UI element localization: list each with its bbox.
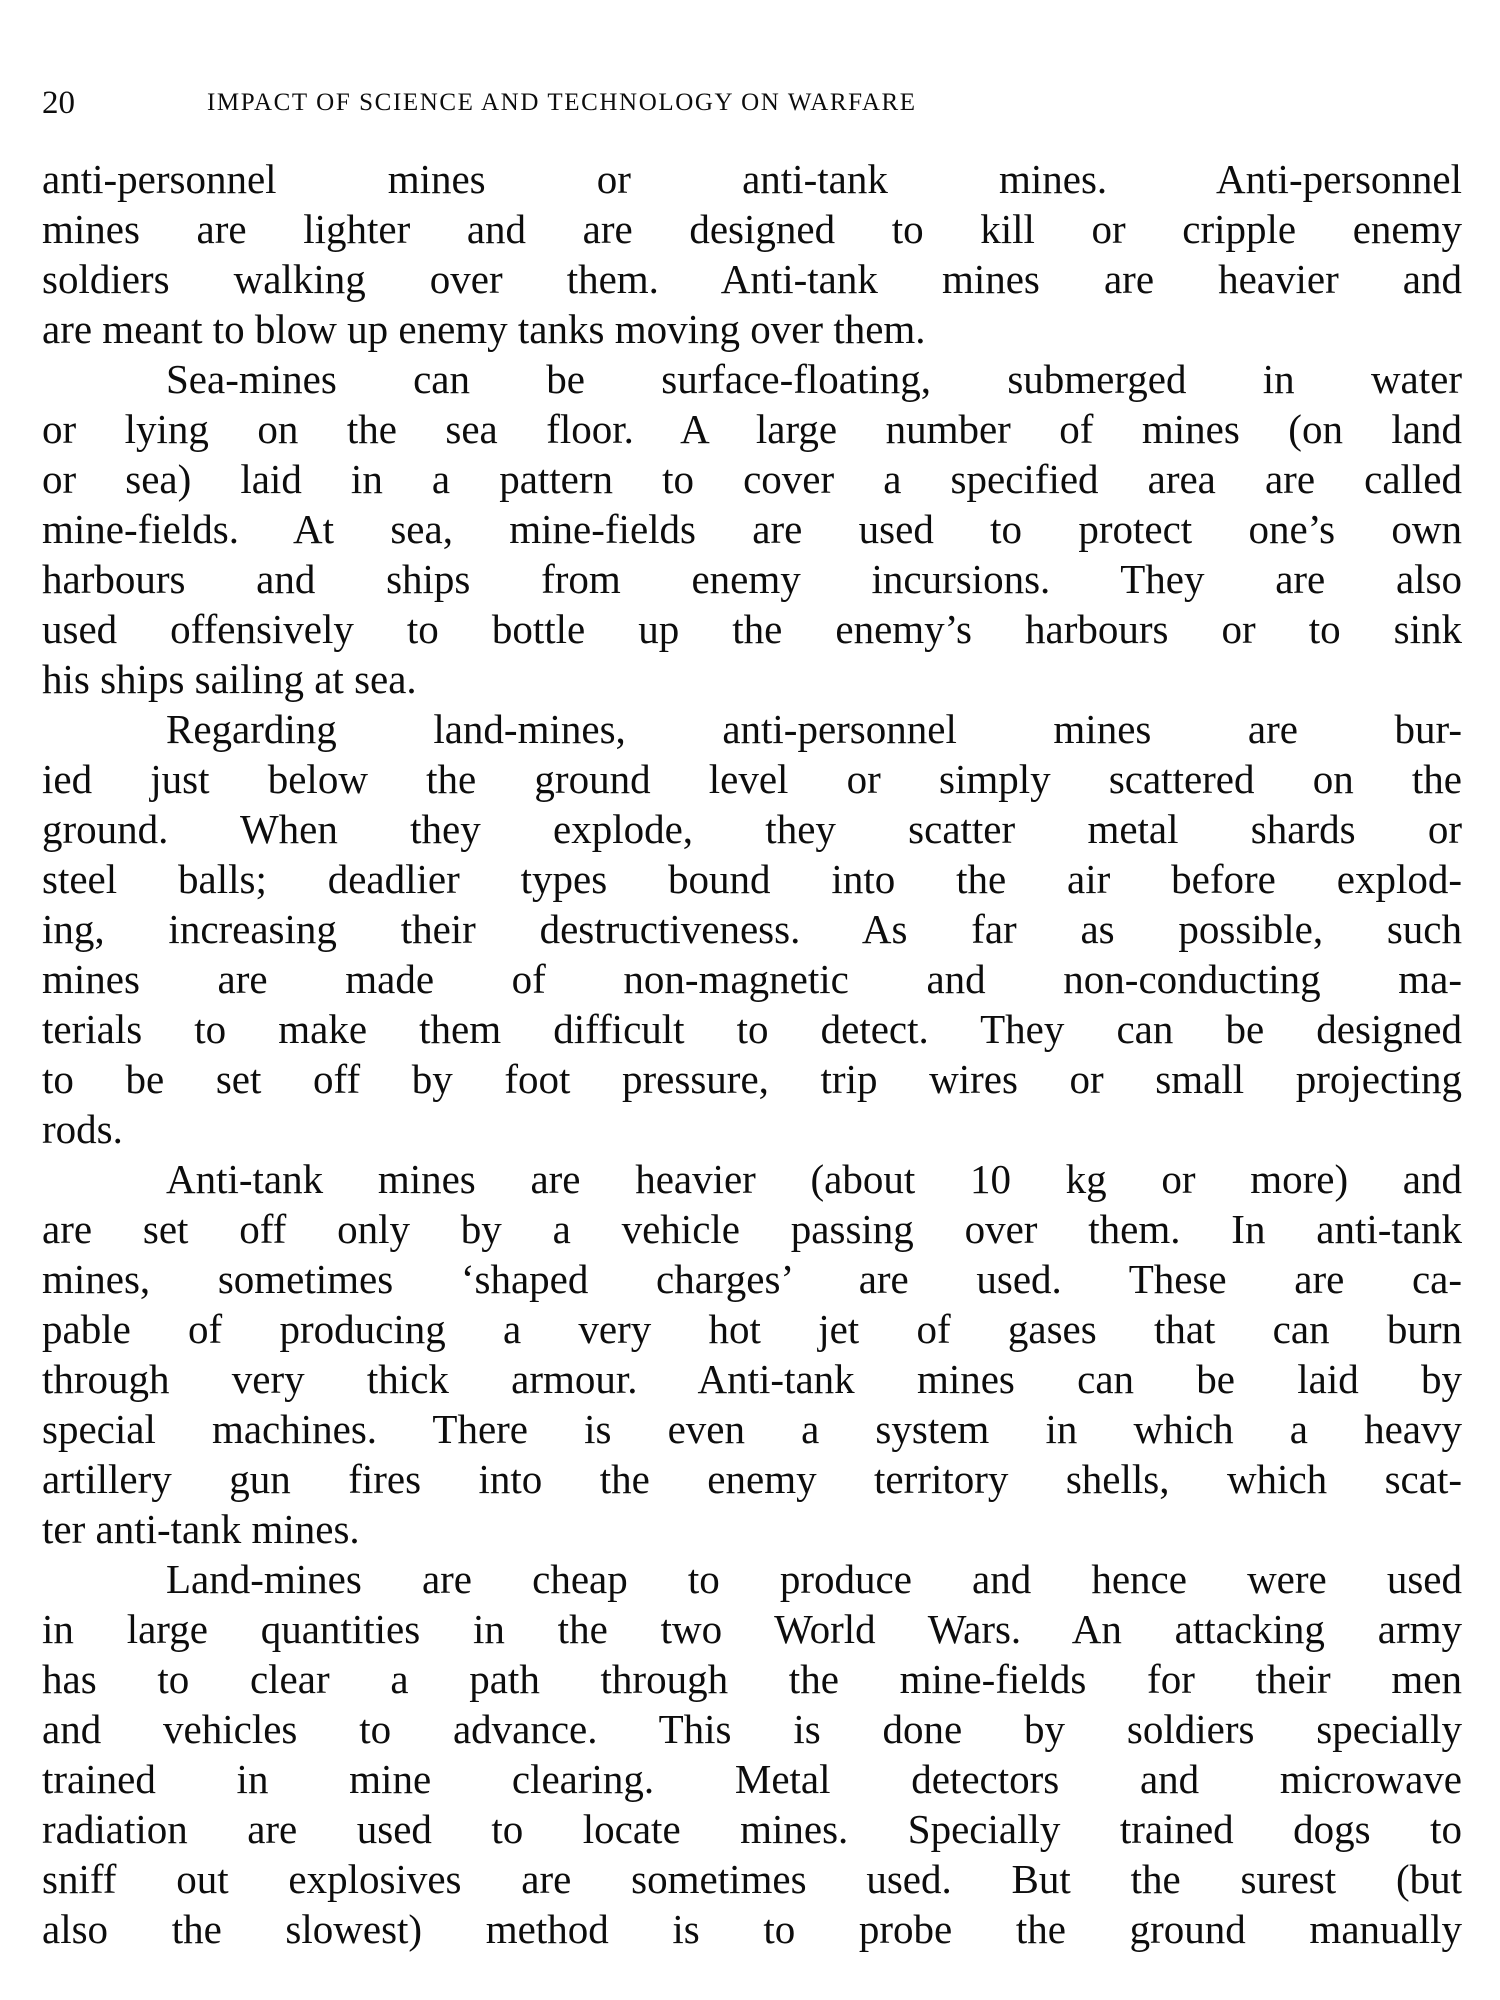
text-line: to be set off by foot pressure, trip wires or small projecting [42,1056,1462,1102]
text-line: Land-mines are cheap to produce and hence were used [166,1556,1462,1602]
text-line: anti-personnel mines or anti-tank mines. Anti-personnel [42,156,1462,202]
text-line: ter anti-tank mines. [42,1506,360,1552]
text-line: Sea-mines can be surface-floating, submerged in water [166,356,1462,402]
text-line: has to clear a path through the mine-fields for their men [42,1656,1462,1702]
text-line: terials to make them difficult to detect. They can be designed [42,1006,1462,1052]
paragraph [42,1554,1462,1954]
running-head: IMPACT OF SCIENCE AND TECHNOLOGY ON WARFARE [207,89,917,116]
text-line: or lying on the sea floor. A large number of mines (on land [42,406,1462,452]
text-line: Regarding land-mines, anti-personnel mines are bur- [166,706,1462,752]
paragraph [42,1154,1462,1554]
text-line: sniff out explosives are sometimes used. But the surest (but [42,1856,1462,1902]
text-line: mines are lighter and are designed to kill or cripple enemy [42,206,1462,252]
text-line: pable of producing a very hot jet of gases that can burn [42,1306,1462,1352]
text-line: rods. [42,1106,123,1152]
text-line: soldiers walking over them. Anti-tank mines are heavier and [42,256,1462,302]
text-line: used offensively to bottle up the enemy’s harbours or to sink [42,606,1462,652]
text-line: or sea) laid in a pattern to cover a specified area are called [42,456,1462,502]
text-line: are set off only by a vehicle passing over them. In anti-tank [42,1206,1462,1252]
text-line: mines, sometimes ‘shaped charges’ are used. These are ca- [42,1256,1462,1302]
text-line: special machines. There is even a system in which a heavy [42,1406,1462,1452]
body-text [42,154,1462,1954]
text-line: in large quantities in the two World Wars. An attacking army [42,1606,1462,1652]
paragraph [42,354,1462,704]
text-line: through very thick armour. Anti-tank mines can be laid by [42,1356,1462,1402]
text-line: ied just below the ground level or simply scattered on the [42,756,1462,802]
paragraph [42,704,1462,1154]
text-line: ground. When they explode, they scatter metal shards or [42,806,1462,852]
text-line: ing, increasing their destructiveness. As far as possible, such [42,906,1462,952]
text-line: his ships sailing at sea. [42,656,417,702]
page-header [42,78,1462,128]
paragraph [42,154,1462,354]
text-line: trained in mine clearing. Metal detectors and microwave [42,1756,1462,1802]
text-line: harbours and ships from enemy incursions. They are also [42,556,1462,602]
text-line: steel balls; deadlier types bound into the air before explod- [42,856,1462,902]
page-number: 20 [42,85,75,121]
text-line: mines are made of non-magnetic and non-conducting ma- [42,956,1462,1002]
text-line: and vehicles to advance. This is done by soldiers specially [42,1706,1462,1752]
text-line: artillery gun fires into the enemy territory shells, which scat- [42,1456,1462,1502]
text-line: mine-fields. At sea, mine-fields are used to protect one’s own [42,506,1462,552]
text-line: radiation are used to locate mines. Specially trained dogs to [42,1806,1462,1852]
text-line: also the slowest) method is to probe the ground manually [42,1906,1462,1952]
text-line: are meant to blow up enemy tanks moving over them. [42,306,926,352]
text-line: Anti-tank mines are heavier (about 10 kg or more) and [166,1156,1462,1202]
